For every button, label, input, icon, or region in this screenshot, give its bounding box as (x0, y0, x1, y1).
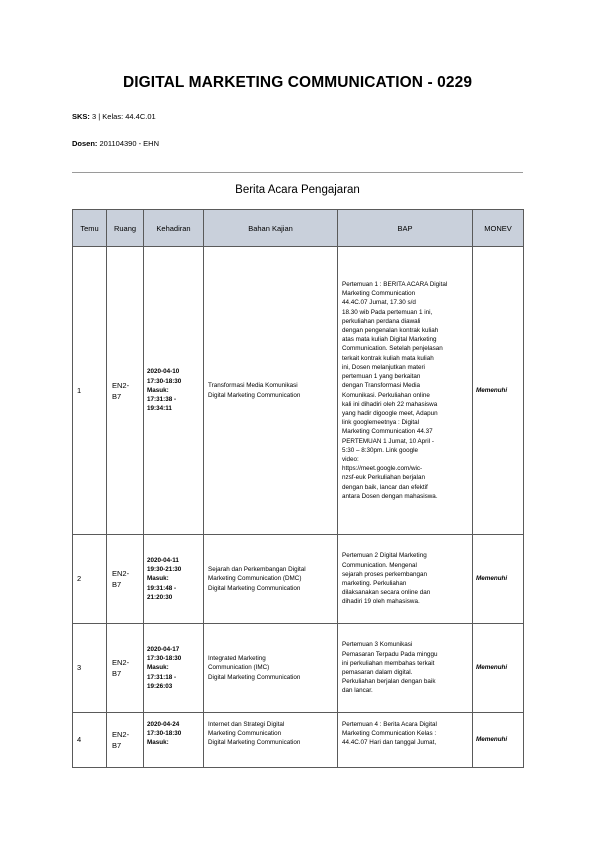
cell-line: ini perkuliahan membahas terkait (342, 659, 435, 667)
cell-monev: Memenuhi (473, 535, 524, 624)
cell-line: 17:30-18:30 (147, 730, 182, 738)
cell-line: EN2- (112, 658, 130, 667)
cell-line: Marketing Communication (208, 730, 282, 738)
cell-line: 2020-04-24 (147, 721, 180, 728)
cell-line: Pertemuan 4 : Berita Acara Digital (342, 721, 437, 728)
cell-line: B7 (112, 741, 122, 750)
cell-monev: Memenuhi (473, 624, 524, 713)
cell-line: dengan pengenalan kontrak kuliah (342, 327, 439, 335)
cell-bahan-kajian (204, 713, 338, 768)
section-title: Berita Acara Pengajaran (235, 184, 360, 196)
cell-line: ini, Dosen melanjutkan materi (342, 363, 425, 371)
cell-kehadiran (144, 247, 204, 535)
cell-line: Internet dan Strategi Digital (208, 721, 285, 728)
sks-value: 3 | Kelas: 44.4C.01 (92, 112, 156, 121)
table-row (73, 624, 524, 713)
cell-line: 44.4C.07 Hari dan tanggal Jumat, (342, 739, 437, 747)
cell-line: Masuk: (147, 575, 169, 583)
cell-line: Digital Marketing Communication (208, 584, 301, 592)
cell-monev: Memenuhi (473, 247, 524, 535)
cell-line: 17:30-18:30 (147, 655, 182, 663)
cell-line: Komunikasi. Perkuliahan online (342, 391, 430, 399)
cell-ruang (107, 624, 144, 713)
cell-line: 19:30-21:30 (147, 566, 182, 574)
cell-line: 17:31:38 - (147, 396, 177, 404)
cell-line: video: (342, 455, 359, 463)
cell-line: pertemuan 1 yang berkaitan (342, 373, 421, 381)
cell-line: B7 (112, 669, 122, 678)
cell-line: sejarah proses perkembangan (342, 570, 428, 578)
table-row (73, 713, 524, 768)
cell-line: link googlemeetnya : Digital (342, 419, 420, 427)
cell-bap (338, 713, 473, 768)
cell-line: Digital Marketing Communication (208, 391, 301, 399)
bap-table (72, 209, 524, 768)
divider (72, 172, 523, 173)
cell-line: Marketing Communication (342, 290, 416, 298)
table-header-row (73, 210, 524, 247)
dosen-value: 201104390 - EHN (99, 139, 159, 148)
cell-kehadiran (144, 713, 204, 768)
cell-line: B7 (112, 391, 122, 401)
cell-temu: 2 (73, 535, 107, 624)
col-header-monev: MONEV (473, 210, 524, 247)
cell-line: 19:34:11 (147, 405, 172, 413)
cell-temu: 3 (73, 624, 107, 713)
cell-line: dihadiri 19 oleh mahasiswa. (342, 598, 420, 606)
cell-ruang (107, 713, 144, 768)
sks-label: SKS: (72, 112, 90, 121)
cell-line: Sejarah dan Perkembangan Digital (208, 566, 306, 574)
cell-line: 2020-04-17 (147, 645, 180, 653)
cell-bahan-kajian (204, 247, 338, 535)
cell-line: Pemasaran Terpadu Pada minggu (342, 650, 438, 658)
cell-temu: 1 (73, 247, 107, 535)
cell-line: EN2- (112, 730, 130, 739)
cell-line: dengan baik, lancar dan efektif (342, 483, 428, 491)
cell-line: 5:30 – 8:30pm. Link google (342, 446, 418, 454)
cell-line: Masuk: (147, 664, 169, 672)
page-title: DIGITAL MARKETING COMMUNICATION - 0229 (122, 74, 473, 91)
cell-line: Masuk: (147, 739, 169, 747)
col-header-bap: BAP (338, 210, 473, 247)
cell-monev: Memenuhi (473, 713, 524, 768)
cell-line: dengan Transformasi Media (342, 382, 421, 390)
cell-bahan-kajian (204, 624, 338, 713)
cell-temu: 4 (73, 713, 107, 768)
cell-line: marketing. Perkuliahan (342, 580, 407, 587)
cell-line: EN2- (112, 380, 130, 390)
cell-line: Marketing Communication (DMC) (208, 575, 302, 583)
cell-kehadiran (144, 624, 204, 713)
cell-line: yang hadir digoogle meet, Adapun (342, 409, 438, 417)
cell-line: dan lancar. (342, 687, 373, 695)
cell-line: Communication (IMC) (208, 664, 270, 672)
cell-line: 2020-04-10 (147, 368, 180, 376)
cell-line: Integrated Marketing (208, 655, 266, 663)
dosen-line (72, 139, 159, 148)
cell-line: 18.30 wib Pada pertemuan 1 ini, (342, 308, 433, 316)
cell-kehadiran (144, 535, 204, 624)
cell-line: pemasaran dalam digital. (342, 669, 413, 676)
cell-line: B7 (112, 580, 122, 589)
cell-bap (338, 247, 473, 535)
cell-line: Communication. Mengenal (342, 561, 417, 569)
cell-line: antara Dosen dengan mahasiswa. (342, 492, 438, 500)
col-header-kehadiran: Kehadiran (144, 210, 204, 247)
cell-line: PERTEMUAN 1 Jumat, 10 April - (342, 437, 434, 445)
table-row (73, 535, 524, 624)
cell-line: Marketing Communication Kelas : (342, 730, 437, 738)
sks-line (72, 112, 156, 121)
cell-line: 19:26:03 (147, 682, 173, 690)
cell-bahan-kajian (204, 535, 338, 624)
cell-line: 44.4C.07 Jumat, 17.30 s/d (342, 299, 416, 307)
cell-line: 2020-04-11 (147, 556, 179, 564)
cell-line: Masuk: (147, 386, 169, 394)
cell-line: Perkuliahan berjalan dengan baik (342, 678, 436, 686)
dosen-label: Dosen: (72, 139, 98, 148)
cell-line: Pertemuan 3 Komunikasi (342, 641, 413, 649)
cell-line: Digital Marketing Communication (208, 739, 301, 747)
col-header-bahan-kajian: Bahan Kajian (204, 210, 338, 247)
cell-line: nzsf-euk Perkuliahan berjalan (342, 474, 425, 482)
cell-line: 17:30-18:30 (147, 377, 182, 385)
cell-line: Pertemuan 1 : BERITA ACARA Digital (342, 281, 448, 289)
cell-line: Marketing Communication 44.37 (342, 428, 433, 436)
cell-bap (338, 535, 473, 624)
table-row (73, 247, 524, 535)
cell-line: Pertemuan 2 Digital Marketing (342, 552, 427, 560)
cell-ruang (107, 247, 144, 535)
cell-line: 21:20:30 (147, 593, 173, 601)
cell-line: terkait kontrak kuliah mata kuliah (342, 354, 434, 362)
cell-line: Communication. Setelah penjelasan (342, 345, 443, 353)
cell-line: Transformasi Media Komunikasi (208, 382, 298, 390)
cell-line: perkuliahan perdana diawali (342, 317, 421, 325)
cell-line: dilaksanakan secara online dan (342, 589, 431, 597)
cell-line: https://meet.google.com/wic- (342, 465, 423, 473)
cell-line: 17:31:18 - (147, 673, 177, 681)
cell-line: Digital Marketing Communication (208, 673, 301, 681)
col-header-ruang: Ruang (107, 210, 144, 247)
cell-ruang (107, 535, 144, 624)
cell-line: atas mata kuliah Digital Marketing (342, 336, 437, 344)
cell-line: kali ini dihadiri oleh 22 mahasiswa (342, 400, 438, 408)
col-header-temu: Temu (73, 210, 107, 247)
cell-line: 19:31:48 - (147, 584, 177, 592)
cell-bap (338, 624, 473, 713)
cell-line: EN2- (112, 569, 130, 578)
